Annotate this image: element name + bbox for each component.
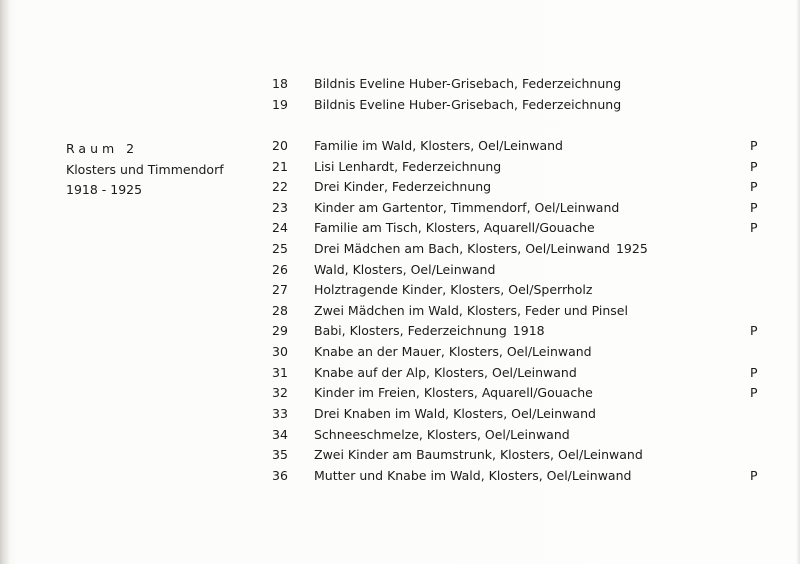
entry-title: Zwei Mädchen im Wald, Klosters, Feder und Pinsel [314, 303, 628, 318]
catalog-entry [0, 95, 800, 115]
room-period: 1918 - 1925 [66, 182, 143, 197]
entry-mark: P [750, 365, 758, 380]
catalog-entry [0, 198, 800, 218]
entry-mark: P [750, 220, 758, 235]
entry-number: 24 [272, 220, 288, 235]
entry-number: 36 [272, 468, 288, 483]
entry-title: Kinder am Gartentor, Timmendorf, Oel/Leinwand [314, 200, 620, 215]
entry-number: 18 [272, 76, 288, 91]
entry-title: Schneeschmelze, Klosters, Oel/Leinwand [314, 427, 570, 442]
entry-number: 19 [272, 97, 288, 112]
entry-year: 1918 [512, 323, 545, 338]
entry-mark: P [750, 200, 758, 215]
entry-number: 32 [272, 385, 288, 400]
entry-number: 29 [272, 323, 288, 338]
catalog-entry [0, 363, 800, 383]
room-label: Raum 2 [66, 141, 139, 156]
catalog-entry [0, 404, 800, 424]
entry-number: 28 [272, 303, 288, 318]
entry-title: Drei Mädchen am Bach, Klosters, Oel/Leinwand 1925 [314, 241, 648, 256]
catalog-entry [0, 445, 800, 465]
entry-title: Babi, Klosters, Federzeichnung 1918 [314, 323, 545, 338]
entry-mark: P [750, 159, 758, 174]
entry-mark: P [750, 385, 758, 400]
entry-number: 27 [272, 282, 288, 297]
catalog-entry [0, 466, 800, 486]
entry-number: 34 [272, 427, 288, 442]
entry-title: Drei Kinder, Federzeichnung [314, 179, 492, 194]
entry-title: Bildnis Eveline Huber-Grisebach, Federzeichnung [314, 97, 622, 112]
catalog-entry [0, 301, 800, 321]
entry-number: 26 [272, 262, 288, 277]
entry-title: Lisi Lenhardt, Federzeichnung [314, 159, 502, 174]
catalog-entry [0, 157, 800, 177]
entry-mark: P [750, 468, 758, 483]
entry-number: 35 [272, 447, 288, 462]
catalog-entry [0, 239, 800, 259]
catalog-entry [0, 177, 800, 197]
entry-title: Bildnis Eveline Huber-Grisebach, Federzeichnung [314, 76, 622, 91]
entry-number: 33 [272, 406, 288, 421]
catalog-entry [0, 74, 800, 94]
entry-number: 21 [272, 159, 288, 174]
catalog-entry [0, 136, 800, 156]
entry-number: 30 [272, 344, 288, 359]
entry-title: Holztragende Kinder, Klosters, Oel/Sperrholz [314, 282, 593, 297]
entry-title: Familie am Tisch, Klosters, Aquarell/Gouache [314, 220, 595, 235]
catalog-entry [0, 280, 800, 300]
catalog-entry [0, 321, 800, 341]
entry-number: 20 [272, 138, 288, 153]
catalog-entry [0, 260, 800, 280]
entry-mark: P [750, 323, 758, 338]
entry-title: Zwei Kinder am Baumstrunk, Klosters, Oel/Leinwand [314, 447, 643, 462]
entry-number: 23 [272, 200, 288, 215]
entry-title: Familie im Wald, Klosters, Oel/Leinwand [314, 138, 563, 153]
catalog-entry [0, 425, 800, 445]
entry-number: 31 [272, 365, 288, 380]
entry-number: 22 [272, 179, 288, 194]
entry-mark: P [750, 179, 758, 194]
entry-title: Knabe an der Mauer, Klosters, Oel/Leinwand [314, 344, 592, 359]
entry-year: 1925 [615, 241, 648, 256]
entry-number: 25 [272, 241, 288, 256]
catalog-entry [0, 383, 800, 403]
entry-title: Wald, Klosters, Oel/Leinwand [314, 262, 496, 277]
entry-title: Drei Knaben im Wald, Klosters, Oel/Leinwand [314, 406, 596, 421]
entry-title: Knabe auf der Alp, Klosters, Oel/Leinwand [314, 365, 577, 380]
catalog-entry [0, 218, 800, 238]
entry-title: Kinder im Freien, Klosters, Aquarell/Gouache [314, 385, 593, 400]
entry-mark: P [750, 138, 758, 153]
catalog-entry [0, 342, 800, 362]
entry-title: Mutter und Knabe im Wald, Klosters, Oel/Leinwand [314, 468, 632, 483]
room-place: Klosters und Timmendorf [66, 161, 224, 177]
